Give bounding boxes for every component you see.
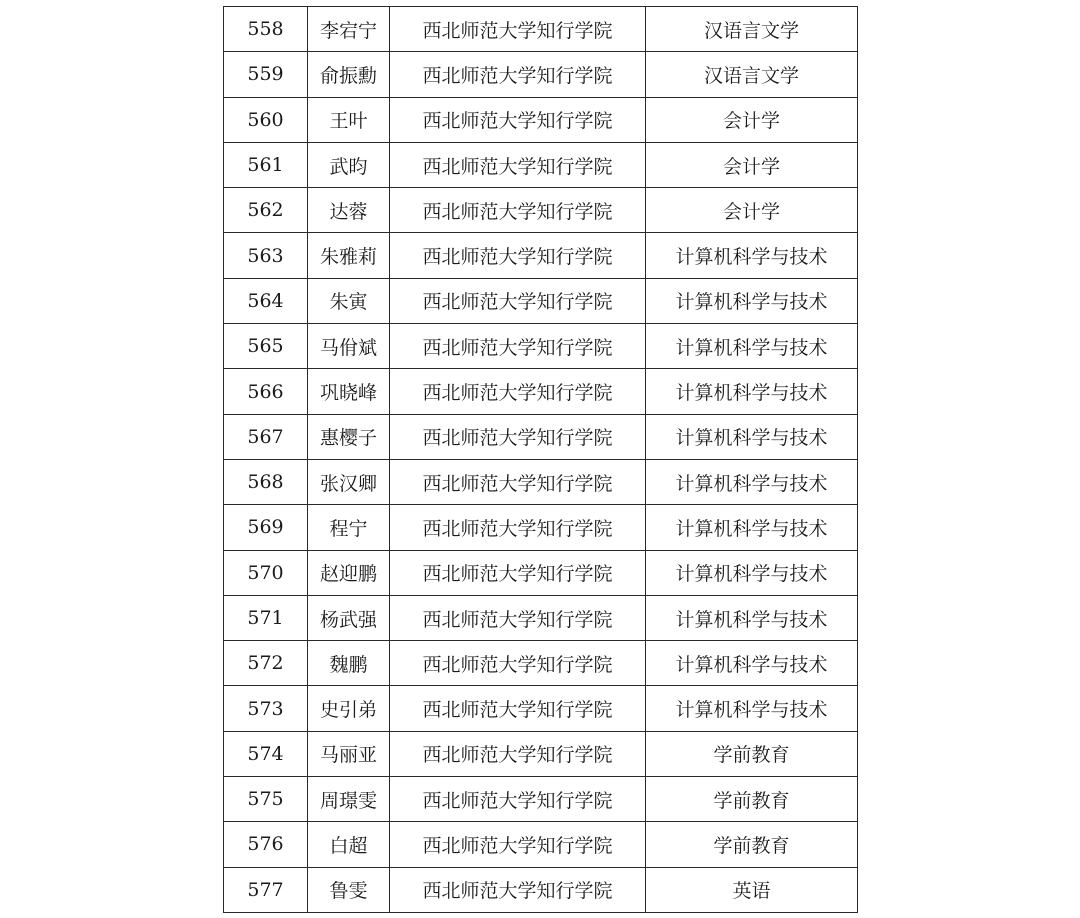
school-cell: 西北师范大学知行学院 [390, 324, 646, 369]
school-cell: 西北师范大学知行学院 [390, 7, 646, 52]
major-cell: 计算机科学与技术 [646, 641, 858, 686]
school-cell: 西北师范大学知行学院 [390, 641, 646, 686]
student-name-cell: 俞振勳 [308, 52, 390, 97]
row-number-cell: 566 [224, 369, 308, 414]
table-row [224, 686, 858, 731]
table-row [224, 324, 858, 369]
table-row [224, 369, 858, 414]
student-name-cell: 朱寅 [308, 278, 390, 323]
major-cell: 计算机科学与技术 [646, 686, 858, 731]
table-row [224, 641, 858, 686]
row-number-cell: 571 [224, 595, 308, 640]
table-row [224, 550, 858, 595]
table-row [224, 822, 858, 867]
student-name-cell: 王叶 [308, 97, 390, 142]
row-number-cell: 575 [224, 777, 308, 822]
row-number-cell: 561 [224, 142, 308, 187]
table-row [224, 505, 858, 550]
roster-table [223, 6, 858, 913]
row-number-cell: 559 [224, 52, 308, 97]
row-number-cell: 562 [224, 188, 308, 233]
major-cell: 计算机科学与技术 [646, 505, 858, 550]
row-number-cell: 568 [224, 459, 308, 504]
major-cell: 会计学 [646, 97, 858, 142]
row-number-cell: 558 [224, 7, 308, 52]
table-row [224, 867, 858, 912]
student-name-cell: 鲁雯 [308, 867, 390, 912]
school-cell: 西北师范大学知行学院 [390, 414, 646, 459]
row-number-cell: 576 [224, 822, 308, 867]
major-cell: 学前教育 [646, 777, 858, 822]
roster-table-container [223, 6, 857, 913]
row-number-cell: 565 [224, 324, 308, 369]
table-row [224, 777, 858, 822]
row-number-cell: 573 [224, 686, 308, 731]
row-number-cell: 563 [224, 233, 308, 278]
major-cell: 汉语言文学 [646, 7, 858, 52]
major-cell: 英语 [646, 867, 858, 912]
major-cell: 会计学 [646, 142, 858, 187]
school-cell: 西北师范大学知行学院 [390, 505, 646, 550]
student-name-cell: 周璟雯 [308, 777, 390, 822]
table-row [224, 414, 858, 459]
student-name-cell: 张汉卿 [308, 459, 390, 504]
row-number-cell: 577 [224, 867, 308, 912]
major-cell: 计算机科学与技术 [646, 459, 858, 504]
row-number-cell: 569 [224, 505, 308, 550]
table-row [224, 595, 858, 640]
table-row [224, 188, 858, 233]
major-cell: 计算机科学与技术 [646, 414, 858, 459]
school-cell: 西北师范大学知行学院 [390, 686, 646, 731]
major-cell: 会计学 [646, 188, 858, 233]
school-cell: 西北师范大学知行学院 [390, 97, 646, 142]
school-cell: 西北师范大学知行学院 [390, 867, 646, 912]
major-cell: 学前教育 [646, 731, 858, 776]
student-name-cell: 马佾斌 [308, 324, 390, 369]
table-row [224, 233, 858, 278]
student-name-cell: 程宁 [308, 505, 390, 550]
major-cell: 计算机科学与技术 [646, 369, 858, 414]
table-row [224, 7, 858, 52]
row-number-cell: 570 [224, 550, 308, 595]
major-cell: 汉语言文学 [646, 52, 858, 97]
roster-table-body [224, 7, 858, 913]
table-row [224, 97, 858, 142]
school-cell: 西北师范大学知行学院 [390, 595, 646, 640]
student-name-cell: 魏鹏 [308, 641, 390, 686]
major-cell: 计算机科学与技术 [646, 595, 858, 640]
major-cell: 计算机科学与技术 [646, 550, 858, 595]
student-name-cell: 史引弟 [308, 686, 390, 731]
row-number-cell: 564 [224, 278, 308, 323]
student-name-cell: 李宕宁 [308, 7, 390, 52]
school-cell: 西北师范大学知行学院 [390, 369, 646, 414]
student-name-cell: 朱雅莉 [308, 233, 390, 278]
table-row [224, 142, 858, 187]
table-row [224, 731, 858, 776]
student-name-cell: 杨武强 [308, 595, 390, 640]
table-row [224, 278, 858, 323]
school-cell: 西北师范大学知行学院 [390, 777, 646, 822]
student-name-cell: 赵迎鹏 [308, 550, 390, 595]
major-cell: 计算机科学与技术 [646, 324, 858, 369]
table-row [224, 52, 858, 97]
major-cell: 计算机科学与技术 [646, 233, 858, 278]
school-cell: 西北师范大学知行学院 [390, 188, 646, 233]
student-name-cell: 达蓉 [308, 188, 390, 233]
row-number-cell: 574 [224, 731, 308, 776]
student-name-cell: 武昀 [308, 142, 390, 187]
school-cell: 西北师范大学知行学院 [390, 142, 646, 187]
row-number-cell: 572 [224, 641, 308, 686]
row-number-cell: 560 [224, 97, 308, 142]
school-cell: 西北师范大学知行学院 [390, 52, 646, 97]
major-cell: 计算机科学与技术 [646, 278, 858, 323]
school-cell: 西北师范大学知行学院 [390, 278, 646, 323]
school-cell: 西北师范大学知行学院 [390, 459, 646, 504]
student-name-cell: 惠樱子 [308, 414, 390, 459]
school-cell: 西北师范大学知行学院 [390, 731, 646, 776]
row-number-cell: 567 [224, 414, 308, 459]
table-row [224, 459, 858, 504]
major-cell: 学前教育 [646, 822, 858, 867]
school-cell: 西北师范大学知行学院 [390, 233, 646, 278]
student-name-cell: 马丽亚 [308, 731, 390, 776]
school-cell: 西北师范大学知行学院 [390, 550, 646, 595]
student-name-cell: 巩晓峰 [308, 369, 390, 414]
student-name-cell: 白超 [308, 822, 390, 867]
school-cell: 西北师范大学知行学院 [390, 822, 646, 867]
